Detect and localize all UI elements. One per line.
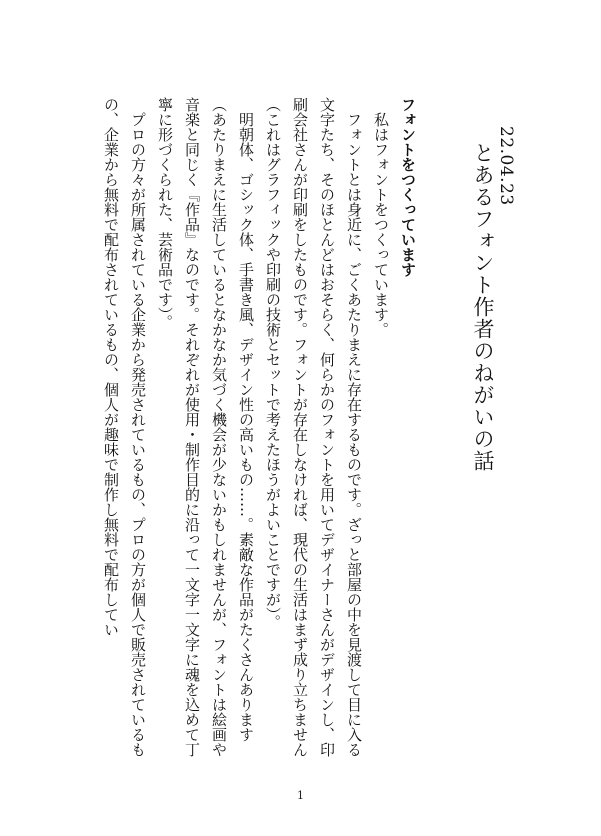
body-paragraph: 私はフォントをつくっています。 bbox=[372, 112, 390, 337]
document-title: とあるフォント作者のねがいの話 bbox=[471, 142, 495, 472]
document-date: 22.04.23 bbox=[496, 126, 516, 206]
document-body bbox=[97, 97, 421, 757]
body-paragraph: プロの方々が所属されている企業から発売されているもの、プロの方が個人で販売されているもの、企業から無料で配布されているもの、個人が趣味で制作し無料で配布してい bbox=[102, 97, 147, 757]
body-paragraph: フォントとは身近に、ごくあたりまえに存在するものです。ざっと部屋の中を見渡して目に入る文字たち、そのほとんどはおそらく、何らかのフォントを用いてデザイナーさんがデザインし、印刷会社さんが印刷をしたものです。フォントが存在しなければ、現代の生活はまず成り立ちません（これはグラフィックや印刷の技術とセットで考えたほうがよいことですが）。 bbox=[264, 97, 363, 757]
section-heading: フォントをつくっています bbox=[399, 97, 417, 277]
page-number: 1 bbox=[297, 789, 304, 802]
body-paragraph: 明朝体、ゴシック体、手書き風、デザイン性の高いもの……。素敵な作品がたくさんあります（あたりまえに生活しているとなかなか気づく機会が少ないかもしれませんが、フォントは絵画や音楽と同じく『作品』なのです。それぞれが使用・制作目的に沿って一文字一文字に魂を込めて丁寧に形づくられた、芸術品です）。 bbox=[156, 97, 255, 757]
